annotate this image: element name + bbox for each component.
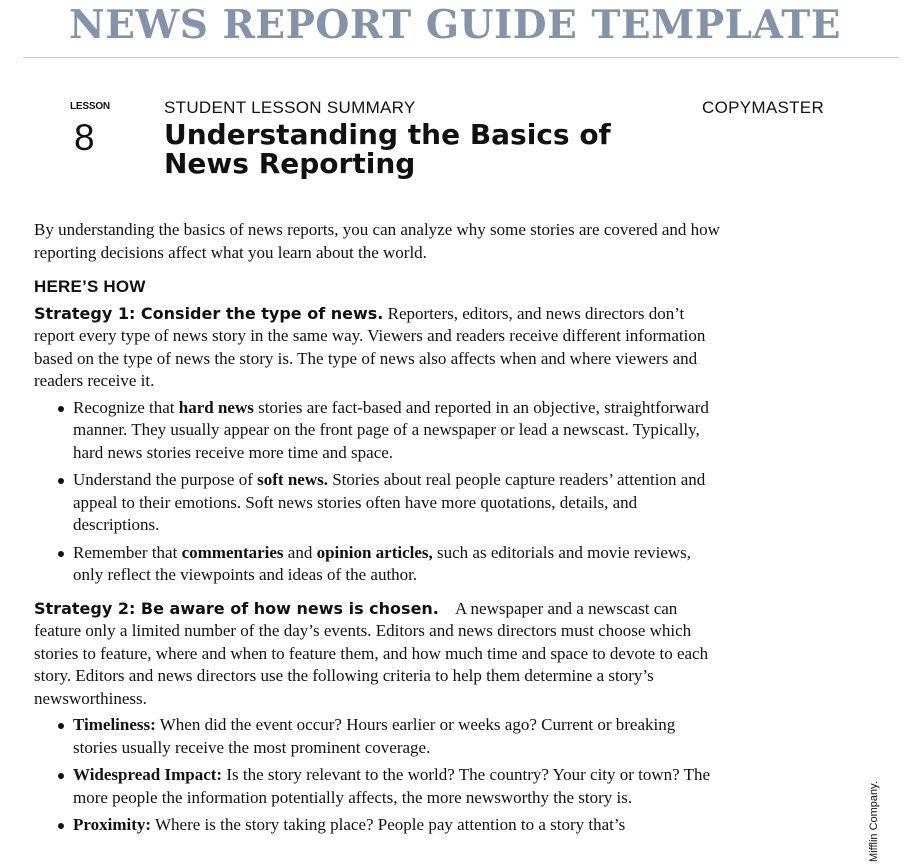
bullet-term: commentaries [181,542,284,562]
bullet-text: Is the story relevant to the world? The country? Your city or town? The more people the information potentially affects, the more newsworthy the story is. [73,765,711,807]
lesson-kicker: STUDENT LESSON SUMMARY [164,98,416,117]
bullet-text: Remember that [73,542,182,562]
lesson-number: 8 [74,117,95,158]
strategy-1-bullets [34,397,720,587]
strategy-1-heading: Strategy 1: Consider the type of news. [34,303,384,323]
list-item [73,469,720,537]
bullet-icon [58,478,64,484]
lesson-content [34,219,720,842]
bullet-term: hard news [178,397,254,417]
bullet-text: Where is the story taking place? People pay attention to a story that’s [151,815,626,834]
strategy-2-bullets [34,714,720,837]
list-item [73,542,720,587]
bullet-term: Timeliness: [73,715,156,734]
strategy-2-paragraph [34,598,720,711]
bullet-text: and [283,542,317,562]
lesson-label: LESSON [70,101,110,112]
bullet-term: Widespread Impact: [73,765,223,784]
bullet-icon [58,773,64,779]
lesson-title: Understanding the Basics of News Reporting [164,118,611,180]
bullet-text: Stories about real people capture readers’ attention and appeal to their emotions. Soft news stories often have more quotations, details, and descriptions. [73,470,706,534]
bullet-term: soft news. [257,470,328,489]
strategy-2-heading: Strategy 2: Be aware of how news is chosen. [34,598,439,618]
bullet-term: Proximity: [73,815,152,834]
copymaster-label: COPYMASTER [702,98,825,117]
heres-how-heading: HERE’S HOW [34,277,146,296]
list-item [73,397,720,465]
banner-divider [23,57,899,58]
bullet-icon [58,823,64,829]
bullet-text: such as editorials and movie reviews, only reflect the viewpoints and ideas of the author. [73,542,692,584]
page-banner [0,0,910,56]
bullet-term: opinion articles, [316,542,433,562]
bullet-text: stories are fact-based and reported in an objective, straightforward manner. They usually appear on the front page of a newspaper or lead a newscast. Typically, hard news stories receive more time and space. [73,397,709,462]
bullet-icon [58,406,64,412]
banner-title: NEWS REPORT GUIDE TEMPLATE [69,2,841,48]
bullet-icon [58,723,64,729]
strategy-1-body: Reporters, editors, and news directors don’t report every type of news story in the same way. Viewers and readers receive different information based on the type of news the story is. The type of news also affects when and where viewers and readers receive it. [34,303,706,390]
bullet-text: Recognize that [73,397,179,417]
bullet-text: Understand the purpose of [73,470,258,489]
intro-paragraph: By understanding the basics of news reports, you can analyze why some stories are covered and how reporting decisions affect what you learn about the world. [34,220,720,262]
list-item [73,764,720,809]
side-credit: Mifflin Company. [868,781,880,862]
bullet-text: When did the event occur? Hours earlier or weeks ago? Current or breaking stories usually receive the most prominent coverage. [73,715,676,757]
bullet-icon [58,551,64,557]
strategy-1-paragraph [34,303,720,393]
strategy-2-body: A newspaper and a newscast can feature only a limited number of the day’s events. Editors and news directors must choose which stories to feature, where and when to feature them, and how much time and space to devote to each story. Editors and news directors use the following criteria to help them determine a story’s newsworthiness. [34,598,709,708]
list-item [73,714,720,759]
list-item [73,814,720,837]
